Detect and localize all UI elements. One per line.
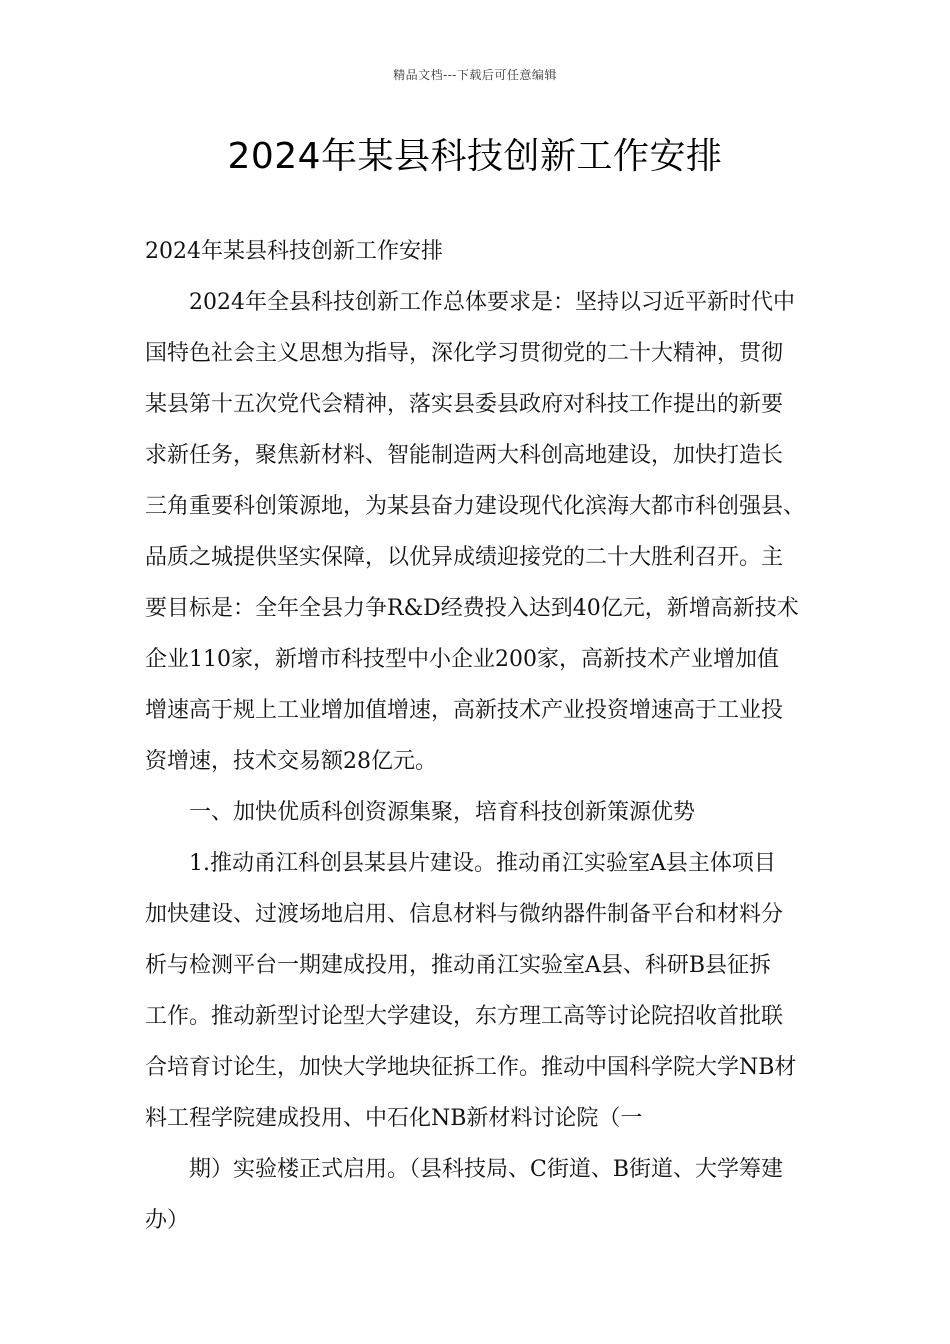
document-title: 2024年某县科技创新工作安排 (227, 136, 723, 177)
body-line: 要目标是：全年全县力争R&D经费投入达到40亿元，新增高新技术 (145, 596, 799, 621)
body-line: 资增速，技术交易额28亿元。 (145, 749, 437, 774)
body-line: 2024年某县科技创新工作安排 (145, 239, 443, 264)
header-note: 精品文档---下载后可任意编辑 (393, 68, 557, 82)
body-line: 析与检测平台一期建成投用，推动甬江实验室A县、科研B县征拆 (145, 953, 772, 978)
body-line: 料工程学院建成投用、中石化NB新材料讨论院（一 (145, 1106, 643, 1131)
body-line: 增速高于规上工业增加值增速，高新技术产业投资增速高于工业投 (145, 698, 784, 723)
body-line: 1.推动甬江科创县某县片建设。推动甬江实验室A县主体项目 (189, 851, 776, 876)
body-line: 2024年全县科技创新工作总体要求是：坚持以习近平新时代中 (189, 290, 795, 315)
body-line: 期）实验楼正式启用。（县科技局、C街道、B街道、大学筹建 (189, 1157, 784, 1182)
body-line: 某县第十五次党代会精神，落实县委县政府对科技工作提出的新要 (145, 392, 784, 417)
body-line: 办） (145, 1208, 190, 1233)
document-body (145, 226, 815, 1246)
body-line: 品质之城提供坚实保障，以优异成绩迎接党的二十大胜利召开。主 (145, 545, 784, 570)
body-line: 合培育讨论生，加快大学地块征拆工作。推动中国科学院大学NB材 (145, 1055, 797, 1080)
body-line: 加快建设、过渡场地启用、信息材料与微纳器件制备平台和材料分 (145, 902, 784, 927)
body-line: 工作。推动新型讨论型大学建设，东方理工高等讨论院招收首批联 (145, 1004, 784, 1029)
body-line: 企业110家，新增市科技型中小企业200家，高新技术产业增加值 (145, 647, 779, 672)
section-heading: 一、加快优质科创资源集聚，培育科技创新策源优势 (189, 800, 696, 825)
body-line: 国特色社会主义思想为指导，深化学习贯彻党的二十大精神，贯彻 (145, 341, 784, 366)
body-line: 求新任务，聚焦新材料、智能制造两大科创高地建设，加快打造长 (145, 443, 784, 468)
body-line: 三角重要科创策源地，为某县奋力建设现代化滨海大都市科创强县、 (145, 494, 806, 519)
